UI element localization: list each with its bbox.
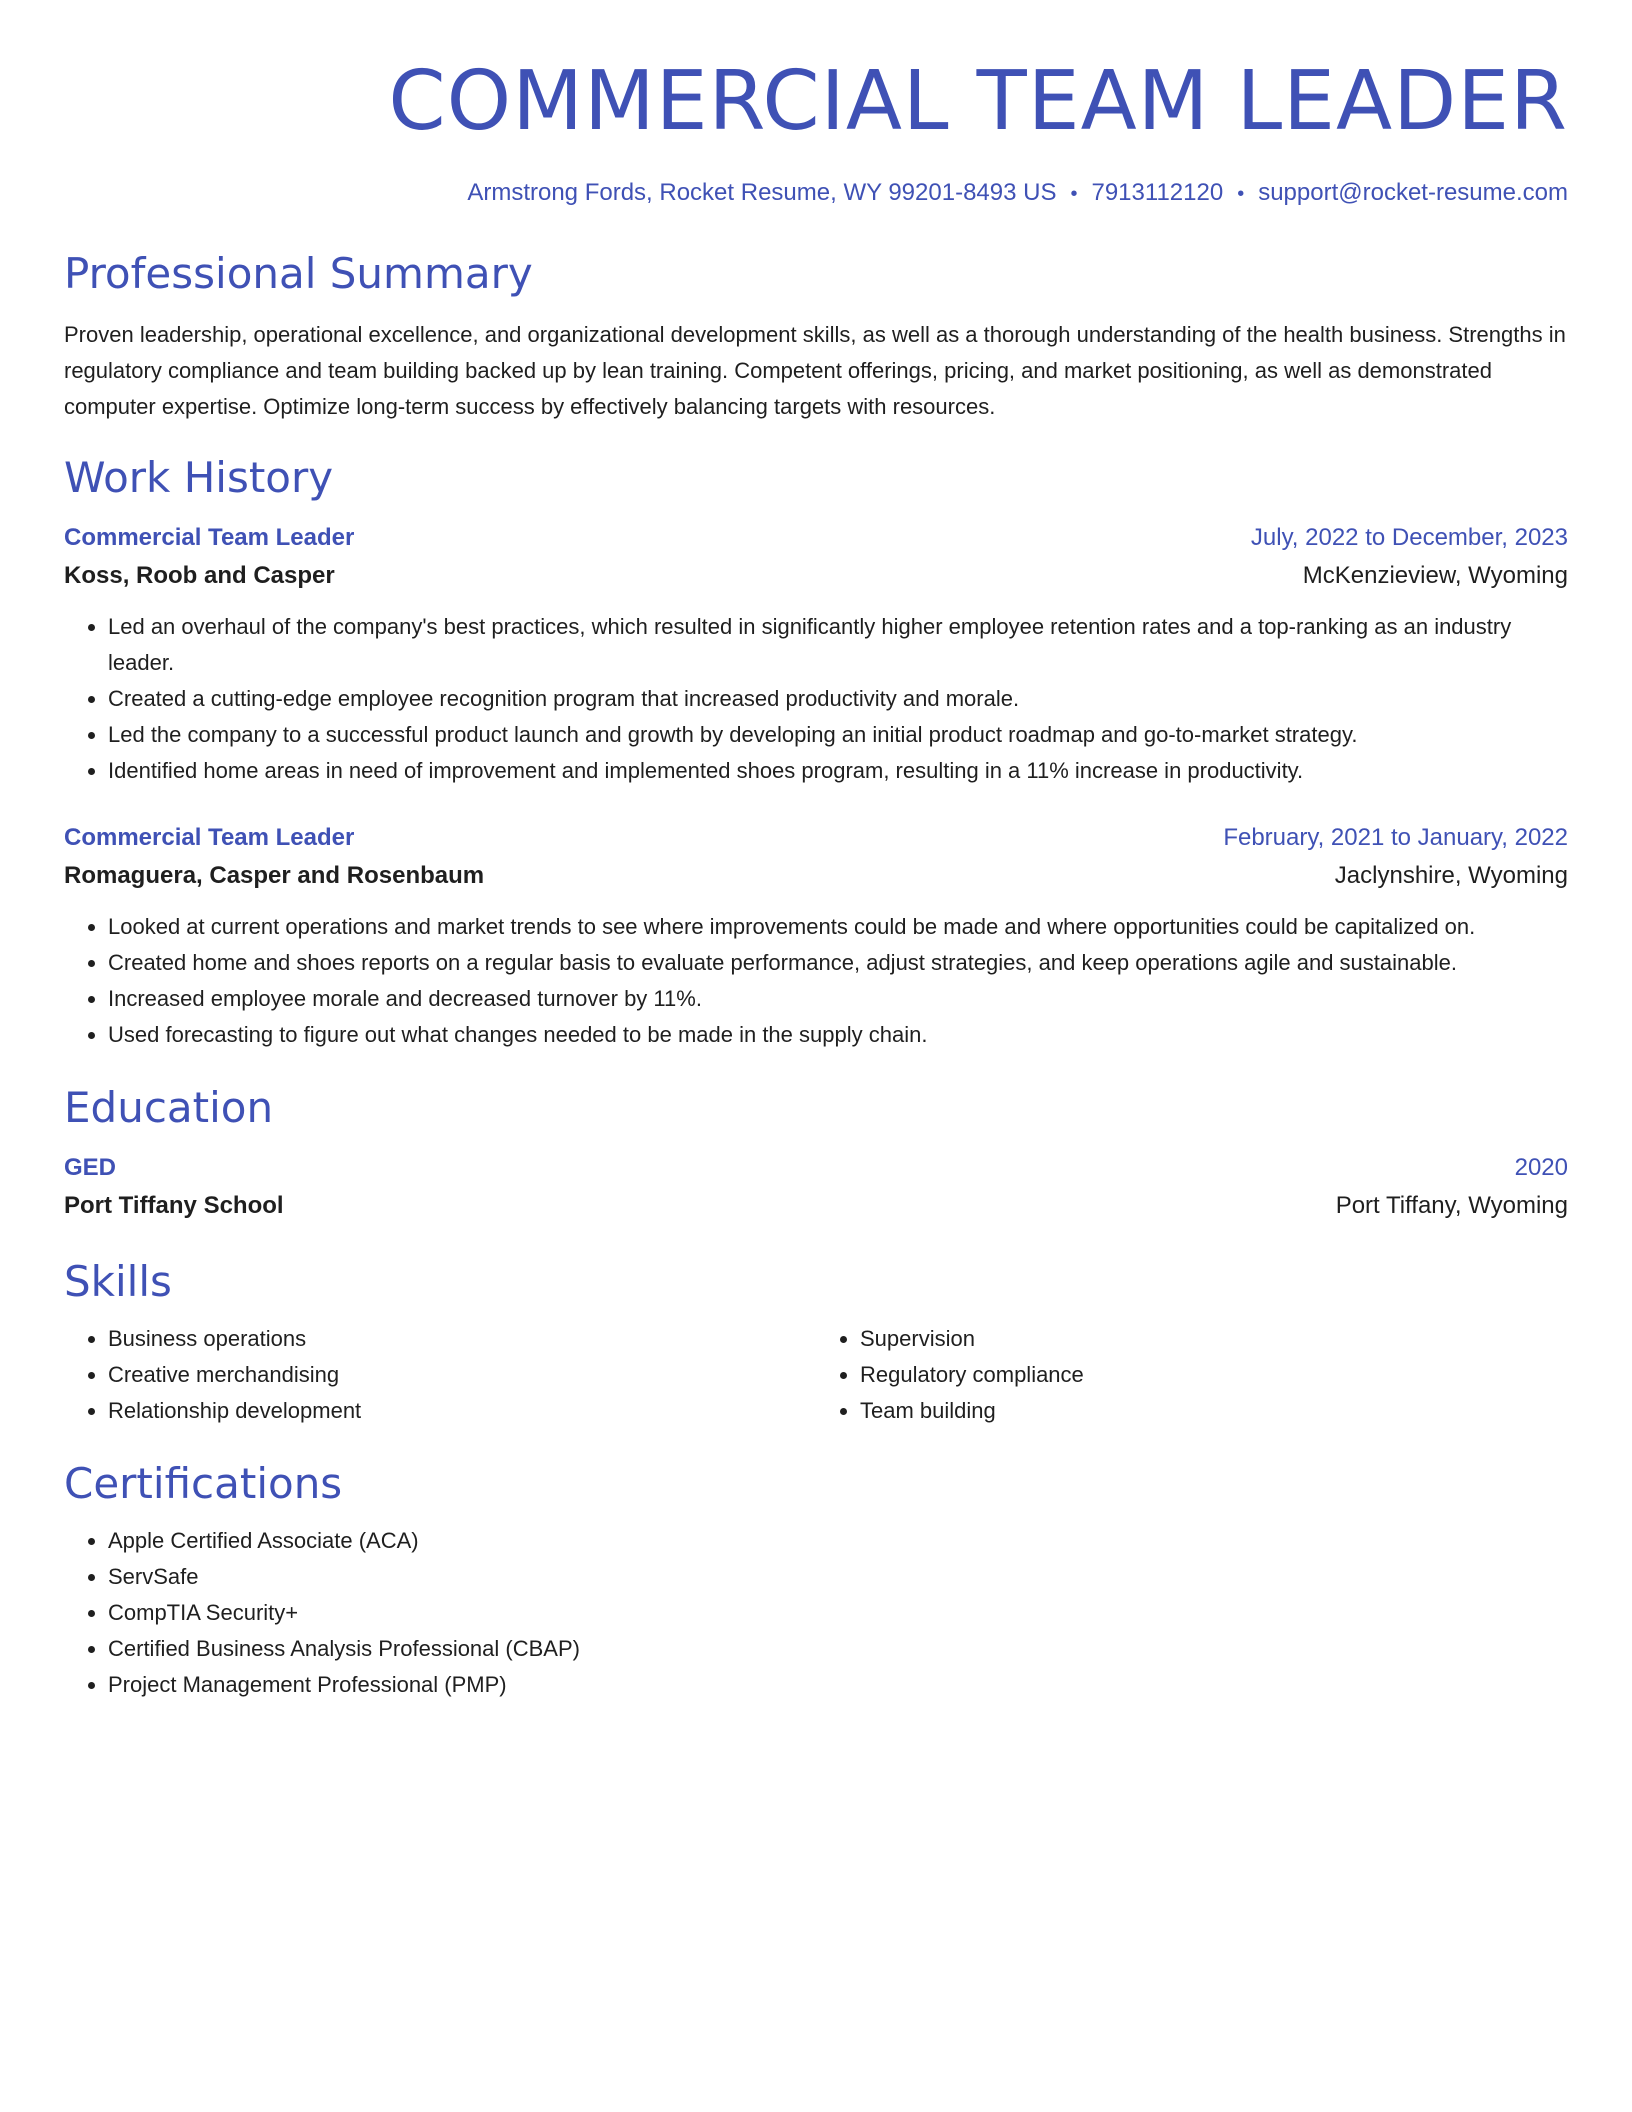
job-dates: July, 2022 to December, 2023 xyxy=(1250,524,1568,551)
job-bullet: • Increased employee morale and decreased turnover by 11%. xyxy=(108,981,1568,1017)
work-history-title: Work History xyxy=(64,453,334,502)
certification-item: • Apple Certified Associate (ACA) xyxy=(108,1523,1568,1559)
job-location: McKenzieview, Wyoming xyxy=(1302,562,1568,589)
job-entry xyxy=(64,519,1568,789)
skills-column-left xyxy=(64,1321,816,1429)
contact-phone: 7913112120 xyxy=(1091,179,1224,206)
summary-text: Proven leadership, operational excellence, and organizational development skills, as well as a thorough understanding of the health business. Strengths in regulatory compliance and team building backed up by lean training. Competent offerings, pricing, and market positioning, as well as demonstrated computer expertise. Optimize long-term success by effectively balancing targets with resources. xyxy=(64,322,1566,419)
contact-address: Armstrong Fords, Rocket Resume, WY 99201-8493 US xyxy=(467,179,1057,206)
education-year: 2020 xyxy=(1514,1154,1568,1181)
skills-column-right xyxy=(816,1321,1568,1429)
summary-title: Professional Summary xyxy=(64,249,533,298)
job-title: Commercial Team Leader xyxy=(64,524,355,551)
skill-item: • Relationship development xyxy=(108,1393,816,1429)
work-history-section xyxy=(64,453,1568,1053)
certifications-title: Certifications xyxy=(64,1459,343,1508)
certifications-section xyxy=(64,1459,1568,1703)
skill-item: • Team building xyxy=(860,1393,1568,1429)
job-company: Koss, Roob and Casper xyxy=(64,562,335,589)
skills-list xyxy=(816,1321,1568,1429)
summary-section xyxy=(64,249,1568,425)
education-entry xyxy=(64,1149,1568,1225)
education-degree: GED xyxy=(64,1154,117,1181)
education-school: Port Tiffany School xyxy=(64,1192,284,1219)
job-bullets xyxy=(64,609,1568,789)
resume-header xyxy=(64,0,1568,209)
job-bullet: • Looked at current operations and market trends to see where improvements could be made and where opportunities could be capitalized on. xyxy=(108,909,1568,945)
skill-item: • Business operations xyxy=(108,1321,816,1357)
resume-name: COMMERCIAL TEAM LEADER xyxy=(388,54,1568,149)
job-title: Commercial Team Leader xyxy=(64,824,355,851)
education-location: Port Tiffany, Wyoming xyxy=(1335,1192,1568,1219)
certification-item: • CompTIA Security+ xyxy=(108,1595,1568,1631)
certification-item: • ServSafe xyxy=(108,1559,1568,1595)
job-bullet: • Created home and shoes reports on a regular basis to evaluate performance, adjust strategies, and keep operations agile and sustainable. xyxy=(108,945,1568,981)
job-location: Jaclynshire, Wyoming xyxy=(1334,862,1568,889)
job-company: Romaguera, Casper and Rosenbaum xyxy=(64,862,485,889)
job-dates: February, 2021 to January, 2022 xyxy=(1223,824,1568,851)
certification-item: • Certified Business Analysis Professional (CBAP) xyxy=(108,1631,1568,1667)
contact-email: support@rocket-resume.com xyxy=(1258,179,1568,206)
job-bullets xyxy=(64,909,1568,1053)
certifications-list xyxy=(64,1523,1568,1703)
contact-line xyxy=(64,178,1568,209)
skill-item: • Creative merchandising xyxy=(108,1357,816,1393)
job-bullet: • Created a cutting-edge employee recognition program that increased productivity and morale. xyxy=(108,681,1568,717)
job-bullet: • Led the company to a successful product launch and growth by developing an initial product roadmap and go-to-market strategy. xyxy=(108,717,1568,753)
skill-item: • Supervision xyxy=(860,1321,1568,1357)
skill-item: • Regulatory compliance xyxy=(860,1357,1568,1393)
skills-list xyxy=(64,1321,816,1429)
education-title: Education xyxy=(64,1083,274,1132)
skills-title: Skills xyxy=(64,1257,172,1306)
education-section xyxy=(64,1083,1568,1225)
skills-grid xyxy=(64,1321,1568,1429)
job-bullet: • Identified home areas in need of improvement and implemented shoes program, resulting in a 11% increase in productivity. xyxy=(108,753,1568,789)
job-bullet: • Used forecasting to figure out what changes needed to be made in the supply chain. xyxy=(108,1017,1568,1053)
job-entry xyxy=(64,819,1568,1053)
job-bullet: • Led an overhaul of the company's best practices, which resulted in significantly higher employee retention rates and a top-ranking as an industry leader. xyxy=(108,609,1568,681)
contact-separator: • xyxy=(1237,183,1245,205)
skills-section xyxy=(64,1257,1568,1429)
certification-item: • Project Management Professional (PMP) xyxy=(108,1667,1568,1703)
contact-separator: • xyxy=(1070,183,1078,205)
